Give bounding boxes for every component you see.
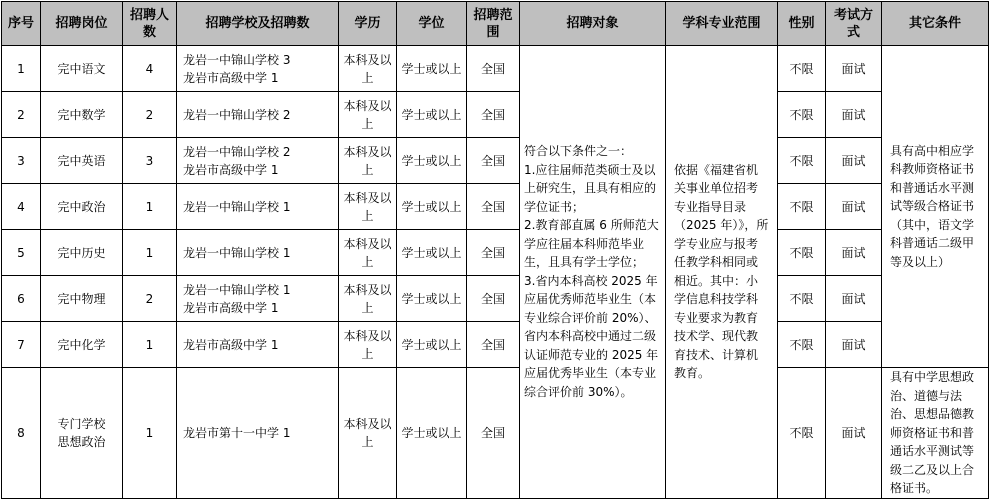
cell-target: 符合以下条件之一： 1.应往届师范类硕士及以上研究生，且具有相应的学位证书； 2.教育部直属 6 所师范大学应往届本科师范毕业生，且具有学士学位； 3.省内本科高校 2025 年应届优秀师范毕业生（本专业综合评价前 20%）、省内本科高校中通过二级认证师范专业的 2025 年应届优秀毕业生（本专业综合评价前 30%）。: [520, 46, 666, 499]
cell-scope: 全国: [467, 276, 520, 322]
cell-no: 6: [2, 276, 41, 322]
cell-post: 完中化学: [41, 322, 123, 368]
cell-degree: 学士或以上: [397, 46, 467, 92]
cell-gender: 不限: [778, 276, 826, 322]
cell-edu: 本科及以上: [339, 92, 397, 138]
cell-post: 完中英语: [41, 138, 123, 184]
cell-no: 3: [2, 138, 41, 184]
cell-no: 4: [2, 184, 41, 230]
cell-scope: 全国: [467, 184, 520, 230]
cell-exam: 面试: [826, 368, 882, 499]
header-row: [2, 2, 989, 46]
cell-no: 5: [2, 230, 41, 276]
cell-post: 完中政治: [41, 184, 123, 230]
header-gender: 性别: [778, 2, 826, 46]
cell-degree: 学士或以上: [397, 276, 467, 322]
cell-other-1: 具有高中相应学科教师资格证书和普通话水平测试等级合格证书（其中，语文学科普通话二级甲等及以上）: [882, 46, 989, 368]
cell-scope: 全国: [467, 138, 520, 184]
cell-count: 1: [123, 368, 177, 499]
cell-edu: 本科及以上: [339, 184, 397, 230]
cell-edu: 本科及以上: [339, 368, 397, 499]
header-target: 招聘对象: [520, 2, 666, 46]
cell-school: 龙岩一中锦山学校 1 龙岩市高级中学 1: [177, 276, 339, 322]
table-row: [2, 46, 989, 92]
cell-post: 完中历史: [41, 230, 123, 276]
cell-gender: 不限: [778, 368, 826, 499]
cell-count: 3: [123, 138, 177, 184]
cell-school: 龙岩一中锦山学校 2: [177, 92, 339, 138]
cell-exam: 面试: [826, 276, 882, 322]
cell-exam: 面试: [826, 138, 882, 184]
cell-school: 龙岩市第十一中学 1: [177, 368, 339, 499]
cell-edu: 本科及以上: [339, 276, 397, 322]
table-row: [2, 368, 989, 499]
header-other: 其它条件: [882, 2, 989, 46]
cell-exam: 面试: [826, 46, 882, 92]
cell-exam: 面试: [826, 184, 882, 230]
table-row: [2, 230, 989, 276]
table-row: [2, 276, 989, 322]
cell-gender: 不限: [778, 322, 826, 368]
cell-no: 1: [2, 46, 41, 92]
cell-count: 4: [123, 46, 177, 92]
recruitment-table: [1, 1, 989, 499]
cell-post: 完中数学: [41, 92, 123, 138]
cell-post: 专门学校 思想政治: [41, 368, 123, 499]
cell-count: 1: [123, 230, 177, 276]
cell-gender: 不限: [778, 138, 826, 184]
table-row: [2, 322, 989, 368]
cell-post: 完中物理: [41, 276, 123, 322]
cell-edu: 本科及以上: [339, 138, 397, 184]
cell-scope: 全国: [467, 368, 520, 499]
table-row: [2, 184, 989, 230]
cell-school: 龙岩一中锦山学校 1: [177, 230, 339, 276]
cell-no: 7: [2, 322, 41, 368]
cell-major: 依据《福建省机关事业单位招考专业指导目录（2025 年）》，所学专业应与报考任教学科相同或相近。其中：小学信息科技学科专业要求为教育技术学、现代教育技术、计算机教育。: [666, 46, 778, 499]
header-degree: 学位: [397, 2, 467, 46]
cell-degree: 学士或以上: [397, 368, 467, 499]
header-post: 招聘岗位: [41, 2, 123, 46]
cell-scope: 全国: [467, 230, 520, 276]
cell-degree: 学士或以上: [397, 138, 467, 184]
cell-count: 2: [123, 92, 177, 138]
cell-degree: 学士或以上: [397, 92, 467, 138]
cell-school: 龙岩市高级中学 1: [177, 322, 339, 368]
cell-edu: 本科及以上: [339, 46, 397, 92]
cell-degree: 学士或以上: [397, 322, 467, 368]
cell-no: 2: [2, 92, 41, 138]
cell-post: 完中语文: [41, 46, 123, 92]
cell-gender: 不限: [778, 184, 826, 230]
cell-exam: 面试: [826, 92, 882, 138]
table-row: [2, 138, 989, 184]
cell-school: 龙岩一中锦山学校 3 龙岩市高级中学 1: [177, 46, 339, 92]
cell-school: 龙岩一中锦山学校 2 龙岩市高级中学 1: [177, 138, 339, 184]
header-no: 序号: [2, 2, 41, 46]
cell-degree: 学士或以上: [397, 230, 467, 276]
header-school: 招聘学校及招聘数: [177, 2, 339, 46]
header-exam: 考试方式: [826, 2, 882, 46]
cell-gender: 不限: [778, 230, 826, 276]
cell-exam: 面试: [826, 230, 882, 276]
cell-gender: 不限: [778, 92, 826, 138]
header-major: 学科专业范围: [666, 2, 778, 46]
header-scope: 招聘范围: [467, 2, 520, 46]
cell-gender: 不限: [778, 46, 826, 92]
cell-count: 1: [123, 184, 177, 230]
cell-scope: 全国: [467, 92, 520, 138]
cell-degree: 学士或以上: [397, 184, 467, 230]
cell-school: 龙岩一中锦山学校 1: [177, 184, 339, 230]
cell-no: 8: [2, 368, 41, 499]
cell-count: 2: [123, 276, 177, 322]
table-row: [2, 92, 989, 138]
cell-edu: 本科及以上: [339, 322, 397, 368]
cell-count: 1: [123, 322, 177, 368]
cell-edu: 本科及以上: [339, 230, 397, 276]
cell-scope: 全国: [467, 322, 520, 368]
cell-exam: 面试: [826, 322, 882, 368]
header-count: 招聘人数: [123, 2, 177, 46]
cell-scope: 全国: [467, 46, 520, 92]
header-edu: 学历: [339, 2, 397, 46]
cell-other-2: 具有中学思想政治、道德与法治、思想品德教师资格证书和普通话水平测试等级二乙及以上合格证书。: [882, 368, 989, 499]
